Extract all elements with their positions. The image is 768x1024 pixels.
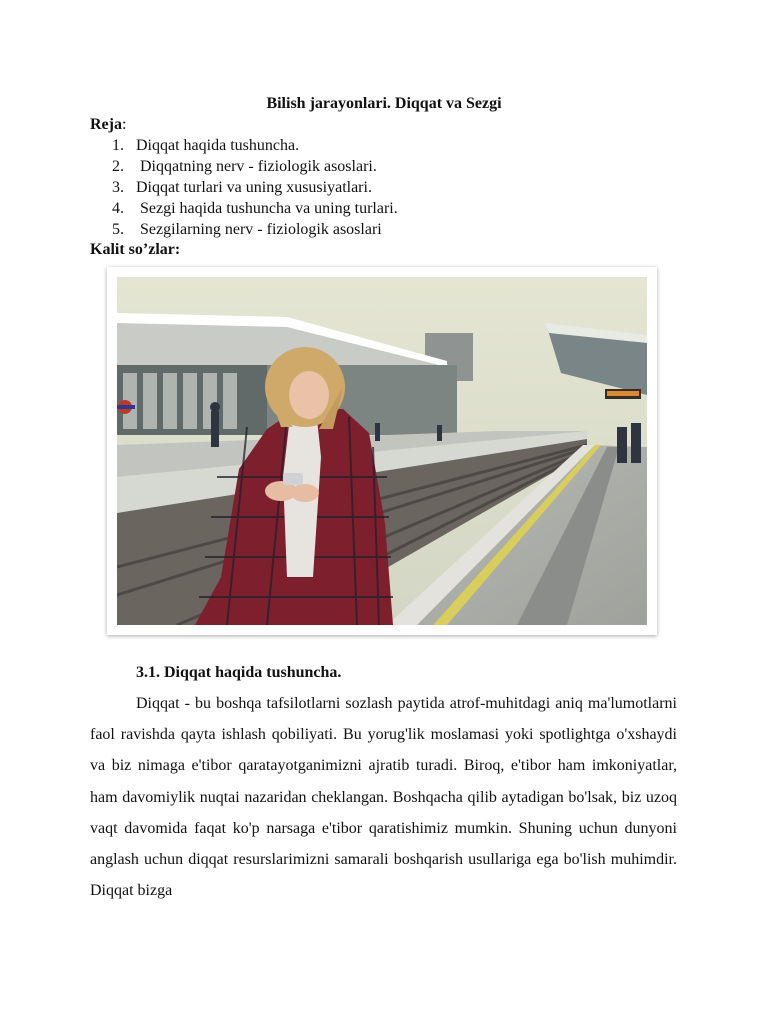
illustration-frame [107,267,657,635]
plan-list [112,135,398,240]
plan-item-text: Sezgi haqida tushuncha va uning turlari. [136,200,398,217]
plan-item-number: 3. [112,179,124,196]
keywords-label: Kalit so’zlar: [90,241,181,258]
plan-item-number: 4. [112,200,124,217]
plan-label-colon: : [121,116,127,133]
plan-item [112,177,398,198]
plan-item-text: Diqqatning nerv - fiziologik asoslari. [136,158,377,175]
plan-item [112,135,398,156]
plan-item-text: Diqqat haqida tushuncha. [136,137,300,154]
plan-item-text: Sezgilarning nerv - fiziologik asoslari [136,221,382,238]
train-platform-photo [117,277,647,625]
plan-item [112,156,398,177]
plan-label: Reja [90,116,122,133]
plan-item-text: Diqqat turlari va uning xususiyatlari. [136,179,372,196]
document-title: Bilish jarayonlari. Diqqat va Sezgi [266,95,502,112]
plan-item-number: 1. [112,137,124,154]
plan-item [112,198,398,219]
plan-item-number: 2. [112,158,124,175]
section-heading: 3.1. Diqqat haqida tushuncha. [136,664,342,681]
plan-item [112,219,398,240]
plan-label-line [90,115,126,135]
body-paragraph: Diqqat - bu boshqa tafsilotlarni sozlash paytida atrof-muhitdagi aniq ma'lumotlarni faol ravishda qayta ishlash qobiliyati. Bu yorug'lik moslamasi yoki spotlightga o'xshaydi va biz nimaga e'tibor qaratayotganimizni ajratib turadi. Biroq, e'tibor ham imkoniyatlar, ham davomiylik nuqtai nazaridan cheklangan. Boshqacha qilib aytadigan bo'lsak, biz uzoq vaqt davomida faqat ko'p narsaga e'tibor qaratishimiz mumkin. Shuning uchun dunyoni anglash uchun diqqat resurslarimizni samarali boshqarish usullariga ega bo'lish muhimdir. Diqqat bizga [90,695,677,900]
plan-item-number: 5. [112,221,124,238]
